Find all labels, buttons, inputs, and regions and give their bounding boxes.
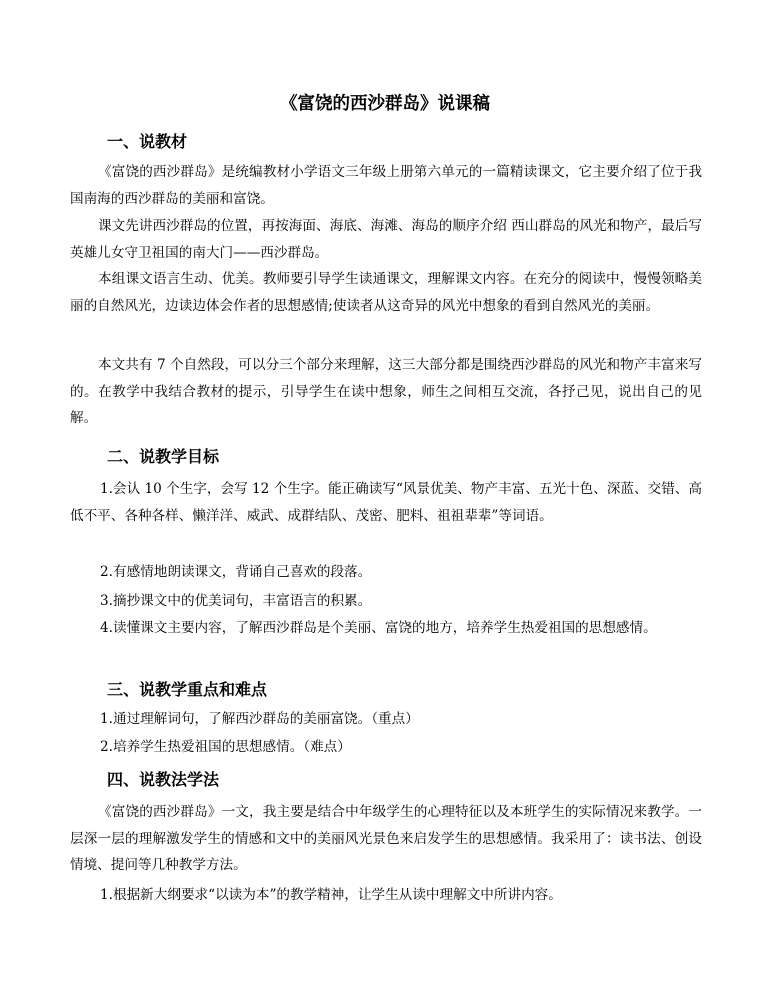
list-item: 2.有感情地朗读课文，背诵自己喜欢的段落。: [100, 564, 372, 580]
paragraph: 本文共有 7 个自然段，可以分三个部分来理解，这三大部分都是围绕西沙群岛的风光和物产丰富来写的。在教学中我结合教材的提示，引导学生在读中想象，师生之间相互交流，各抒己见，说出自己的见解。: [70, 357, 702, 426]
section-heading-methods: 四、说教法学法: [107, 770, 220, 789]
paragraph: 课文先讲西沙群岛的位置，再按海面、海底、海滩、海岛的顺序介绍 西山群岛的风光和物产，最后写英雄儿女守卫祖国的南大门——西沙群岛。: [70, 218, 702, 261]
section-heading-objectives: 二、说教学目标: [107, 447, 220, 466]
list-item: 4.读懂课文主要内容，了解西沙群岛是个美丽、富饶的地方，培养学生热爱祖国的思想感情。: [100, 620, 657, 636]
list-item: 3.摘抄课文中的优美词句，丰富语言的积累。: [100, 593, 372, 609]
section-heading-key-points: 三、说教学重点和难点: [107, 680, 268, 699]
paragraph: 本组课文语言生动、优美。教师要引导学生读通课文，理解课文内容。在充分的阅读中，慢慢领略美丽的自然风光，边读边体会作者的思想感情;使读者从这奇异的风光中想象的看到自然风光的美丽。: [70, 271, 702, 314]
paragraph: 《富饶的西沙群岛》是统编教材小学语文三年级上册第六单元的一篇精读课文，它主要介绍了位于我国南海的西沙群岛的美丽和富饶。: [70, 164, 702, 207]
paragraph: 《富饶的西沙群岛》一文，我主要是结合中年级学生的心理特征以及本班学生的实际情况来教学。一层深一层的理解激发学生的情感和文中的美丽风光景色来启发学生的思想感情。我采用了：读书法、创设情境、提问等几种教学方法。: [70, 804, 702, 873]
list-item: 1.通过理解词句，了解西沙群岛的美丽富饶。（重点）: [100, 711, 419, 727]
list-item: 1.会认 10 个生字，会写 12 个生字。能正确读写“风景优美、物产丰富、五光十色、深蓝、交错、高低不平、各种各样、懒洋洋、威武、成群结队、茂密、肥料、祖祖辈辈”等词语。: [70, 481, 702, 524]
list-item: 1.根据新大纲要求“以读为本”的教学精神，让学生从读中理解文中所讲内容。: [100, 887, 562, 903]
document-title: 《富饶的西沙群岛》说课稿: [280, 94, 490, 114]
list-item: 2.培养学生热爱祖国的思想感情。（难点）: [100, 739, 351, 755]
section-heading-textbook: 一、说教材: [107, 132, 188, 151]
